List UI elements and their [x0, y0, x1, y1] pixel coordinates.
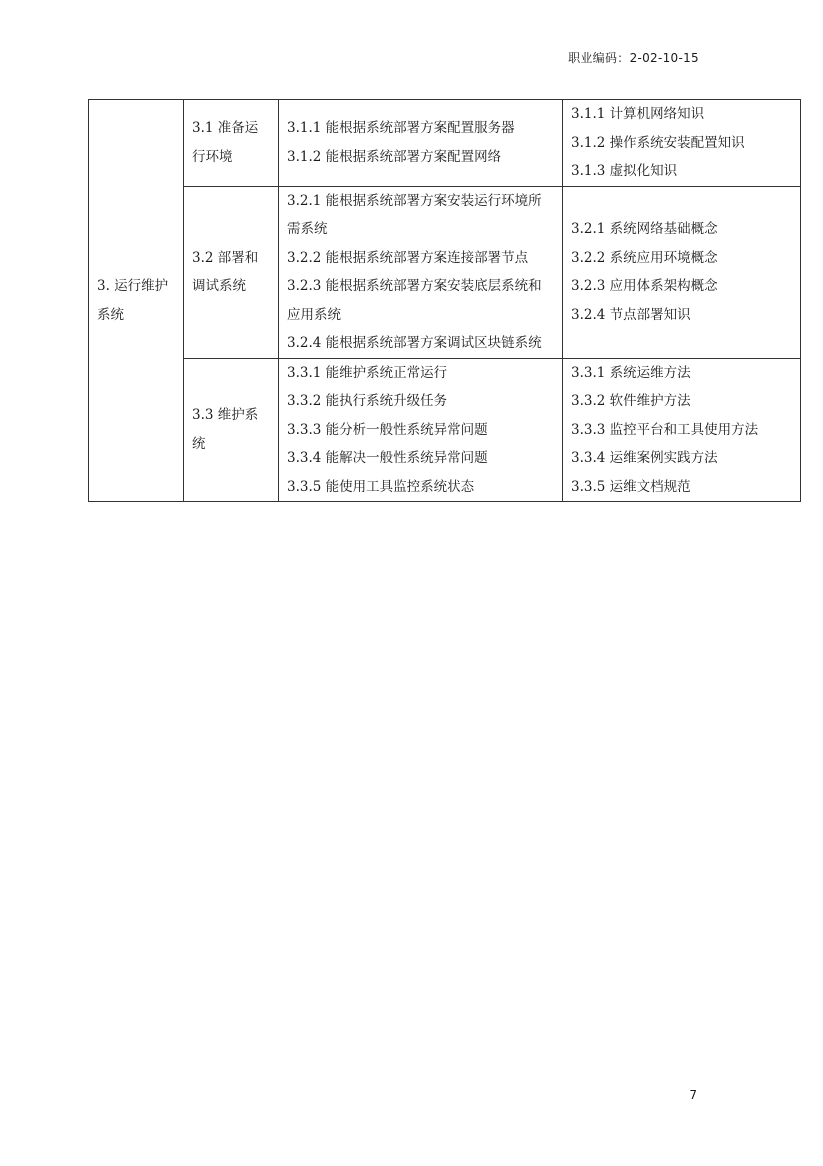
skill-cell [279, 100, 563, 187]
unit-cell: 3.3 维护系统 [184, 358, 279, 502]
knowledge-item: 3.3.1 系统运维方法 [571, 364, 691, 381]
knowledge-item: 3.3.2 软件维护方法 [571, 393, 691, 409]
skill-item: 3.2.1 能根据系统部署方案安装运行环境所需系统 [287, 192, 542, 237]
knowledge-cell [563, 100, 801, 187]
knowledge-item: 3.3.3 监控平台和工具使用方法 [571, 421, 759, 438]
table-row [89, 358, 801, 502]
knowledge-item: 3.2.4 节点部署知识 [571, 306, 691, 323]
occupation-code: 职业编码：2-02-10-15 [568, 51, 699, 65]
skill-item: 3.3.4 能解决一般性系统异常问题 [287, 450, 488, 466]
knowledge-item: 3.1.2 操作系统安装配置知识 [571, 134, 745, 151]
module-cell: 3. 运行维护系统 [89, 100, 184, 502]
table-row [89, 100, 801, 187]
skill-item: 3.3.2 能执行系统升级任务 [287, 393, 448, 409]
skill-item: 3.3.3 能分析一般性系统异常问题 [287, 421, 488, 438]
skill-item: 3.3.1 能维护系统正常运行 [287, 364, 448, 381]
knowledge-item: 3.2.1 系统网络基础概念 [571, 221, 718, 237]
skill-standard-table [88, 99, 801, 502]
skill-cell [279, 186, 563, 358]
unit-cell: 3.1 准备运行环境 [184, 100, 279, 187]
knowledge-item: 3.1.3 虚拟化知识 [571, 163, 678, 179]
skill-item: 3.2.3 能根据系统部署方案安装底层系统和应用系统 [287, 278, 542, 323]
skill-cell [279, 358, 563, 502]
knowledge-cell [563, 186, 801, 358]
knowledge-item: 3.2.3 应用体系架构概念 [571, 278, 718, 294]
knowledge-cell [563, 358, 801, 502]
page-number: 7 [689, 1088, 697, 1102]
skill-item: 3.2.2 能根据系统部署方案连接部署节点 [287, 249, 529, 266]
unit-cell: 3.2 部署和调试系统 [184, 186, 279, 358]
table-row [89, 186, 801, 358]
skill-item: 3.1.2 能根据系统部署方案配置网络 [287, 148, 502, 165]
skill-item: 3.3.5 能使用工具监控系统状态 [287, 478, 475, 495]
knowledge-item: 3.2.2 系统应用环境概念 [571, 249, 718, 266]
skill-item: 3.1.1 能根据系统部署方案配置服务器 [287, 120, 515, 137]
knowledge-item: 3.3.4 运维案例实践方法 [571, 450, 718, 466]
skill-item: 3.2.4 能根据系统部署方案调试区块链系统 [287, 335, 542, 351]
knowledge-item: 3.1.1 计算机网络知识 [571, 106, 705, 122]
knowledge-item: 3.3.5 运维文档规范 [571, 478, 691, 495]
